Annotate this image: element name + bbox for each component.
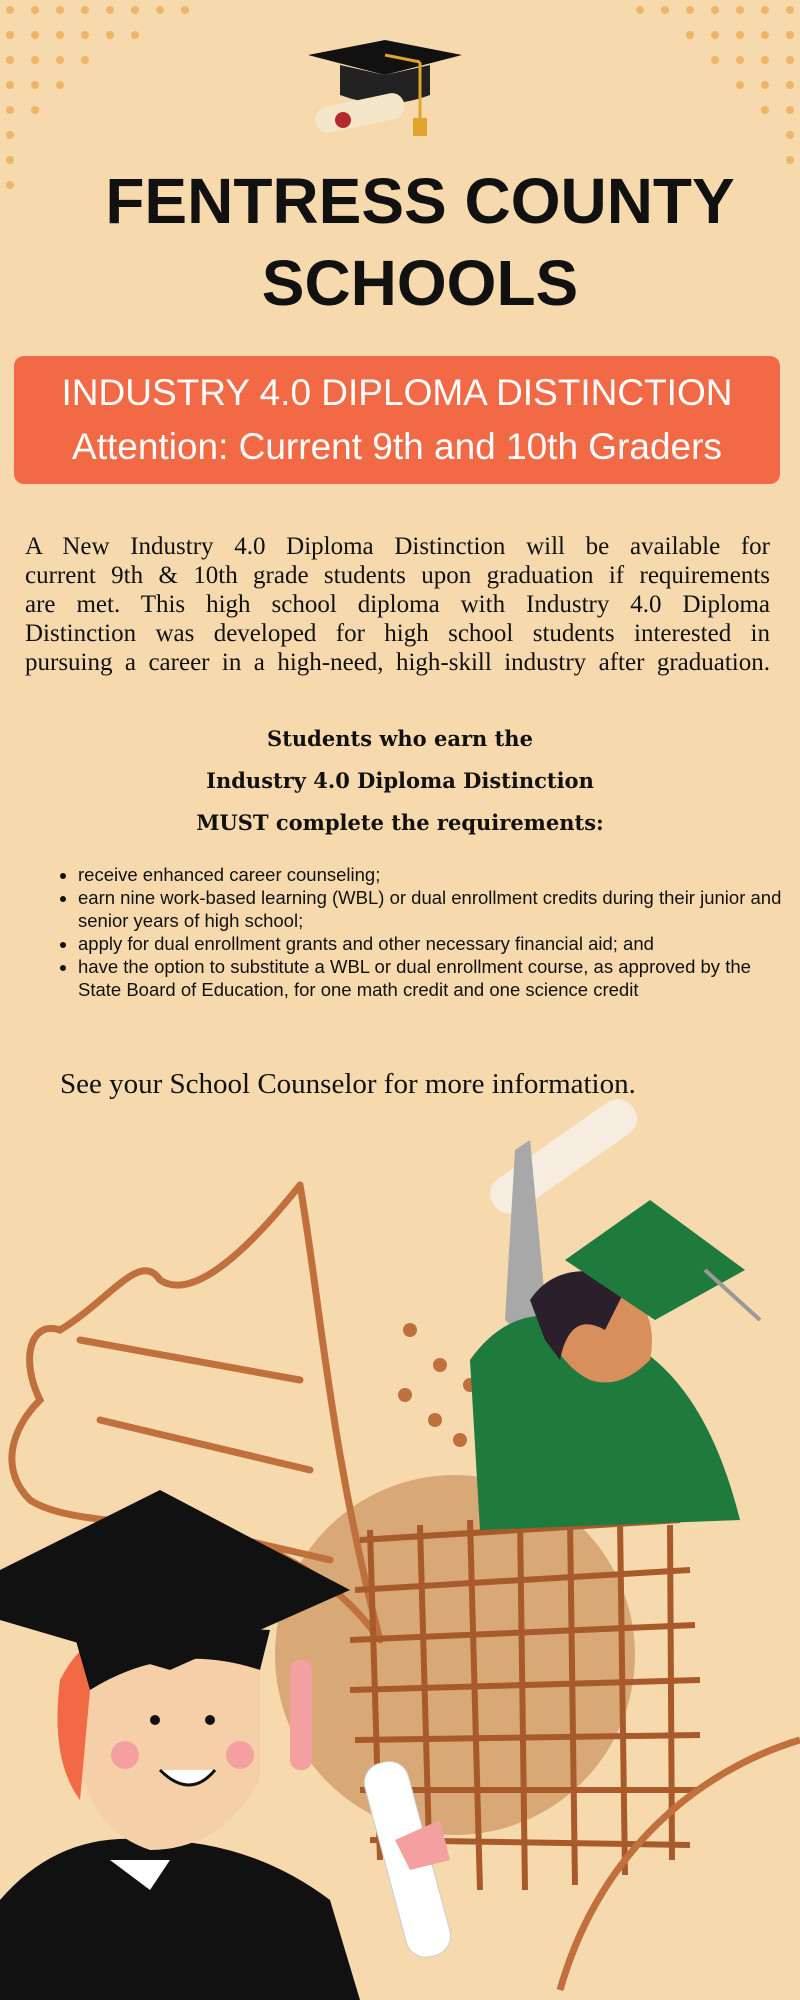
intro-line: A New Industry 4.0 Diploma Distinction will be available for bbox=[25, 533, 770, 560]
counselor-note: See your School Counselor for more information. bbox=[60, 1068, 636, 1100]
requirement-item: • apply for dual enrollment grants and other necessary financial aid; and bbox=[78, 932, 798, 955]
intro-line: current 9th & 10th grade students upon graduation if requirements bbox=[25, 562, 770, 589]
intro-line: pursuing a career in a high-need, high-skill industry after graduation. bbox=[25, 649, 770, 676]
banner-line-1: INDUSTRY 4.0 DIPLOMA DISTINCTION bbox=[61, 372, 733, 413]
title-line-2: SCHOOLS bbox=[261, 247, 579, 319]
graduation-cap-icon bbox=[308, 40, 462, 136]
graduate-green-illustration bbox=[470, 1092, 760, 1530]
page-title bbox=[0, 160, 800, 324]
intro-paragraph bbox=[25, 532, 770, 677]
dot-pattern-top-right bbox=[636, 6, 794, 164]
requirement-item: • have the option to substitute a WBL or dual enrollment course, as approved by the State Board of Education, for one math credit and one science credit bbox=[78, 955, 798, 1001]
curve-line bbox=[560, 1740, 800, 1990]
requirements-heading-line-1: Students who earn the bbox=[267, 726, 533, 751]
intro-line: Distinction was developed for high school students interested in bbox=[25, 620, 770, 647]
requirements-list bbox=[58, 863, 798, 1001]
requirements-heading-line-2: Industry 4.0 Diploma Distinction bbox=[206, 768, 594, 793]
title-line-1: FENTRESS COUNTY bbox=[105, 165, 735, 237]
announcement-banner bbox=[14, 356, 780, 484]
requirements-heading-line-3: MUST complete the requirements: bbox=[196, 810, 604, 835]
requirement-item: • receive enhanced career counseling; bbox=[78, 863, 798, 886]
requirement-item: • earn nine work-based learning (WBL) or dual enrollment credits during their junior and senior years of high school; bbox=[78, 886, 798, 932]
intro-line: are met. This high school diploma with Industry 4.0 Diploma bbox=[25, 591, 770, 618]
requirements-heading bbox=[0, 718, 800, 844]
banner-line-2: Attention: Current 9th and 10th Graders bbox=[72, 426, 722, 467]
dots-cluster bbox=[398, 1323, 477, 1447]
